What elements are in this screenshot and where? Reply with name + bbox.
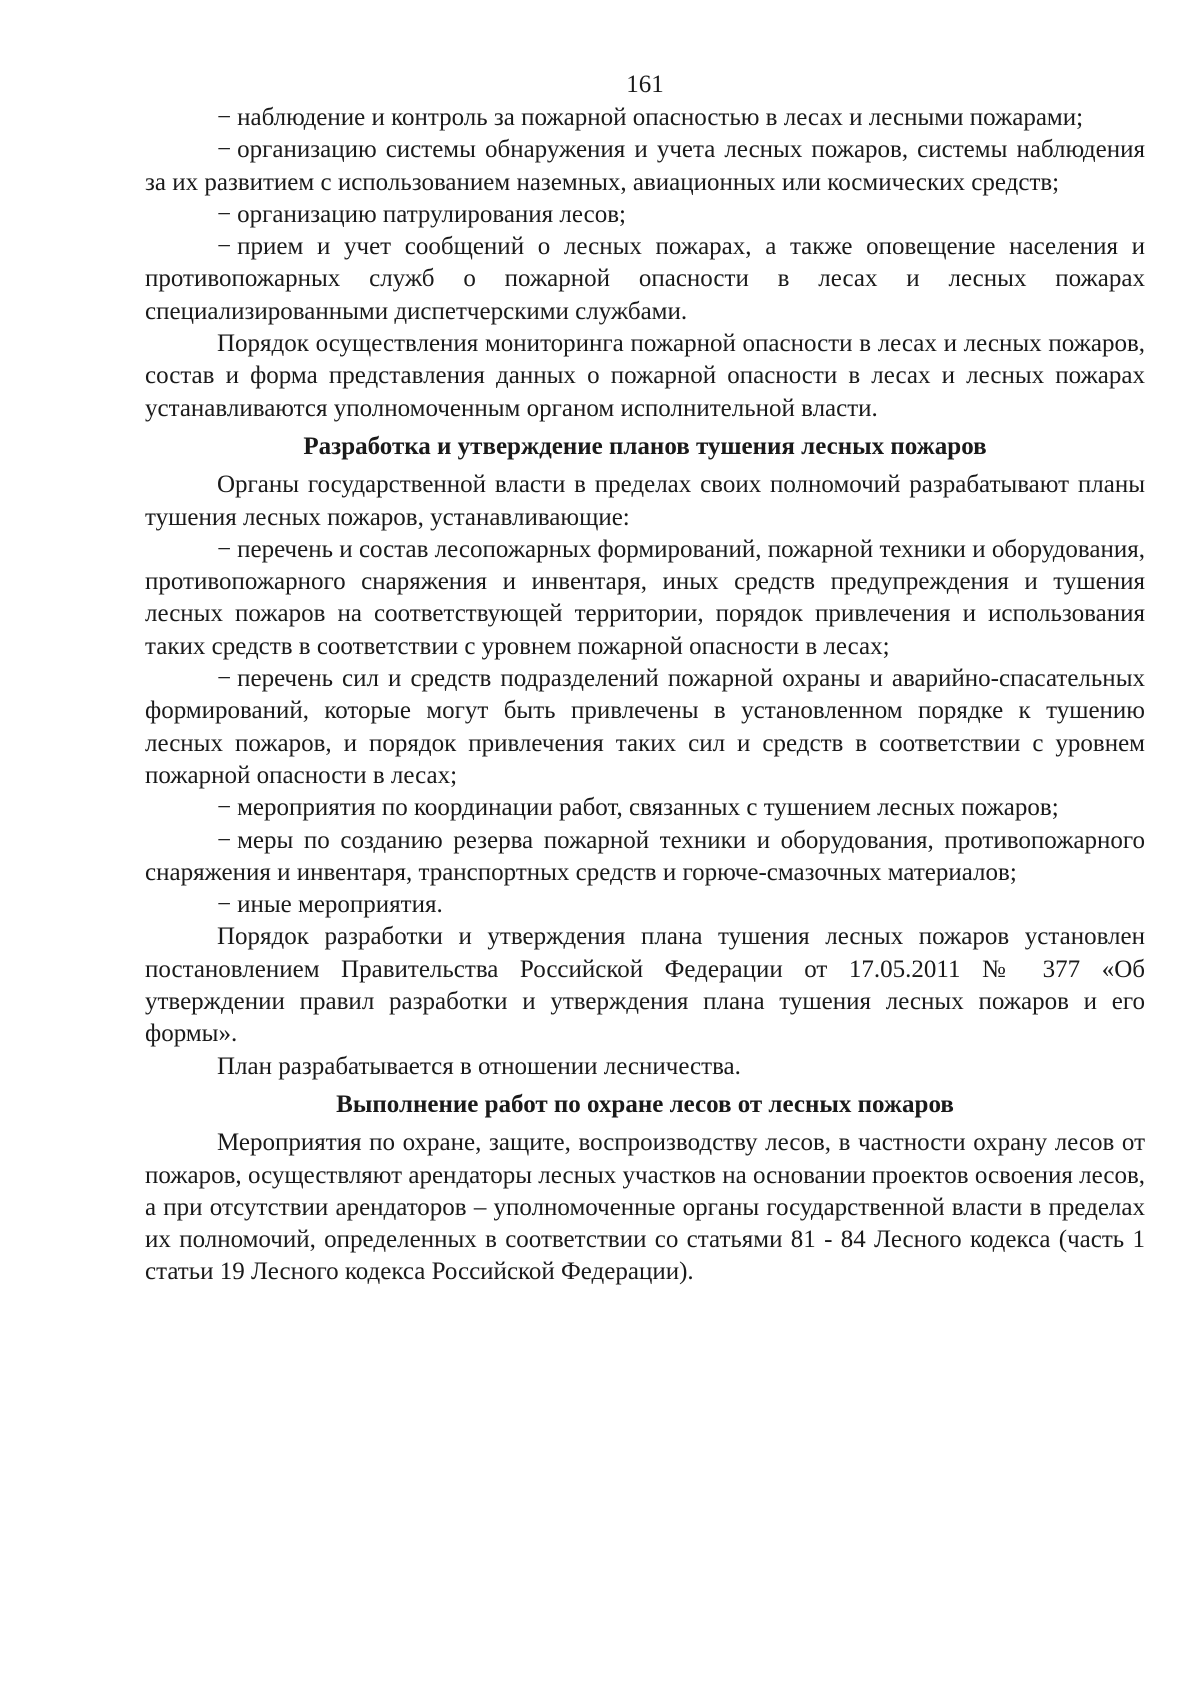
dash-marker: − — [217, 200, 232, 228]
dash-marker: − — [217, 233, 232, 261]
list-item-text: перечень и состав лесопожарных формирований, пожарной техники и оборудования, противопожарного снаряжения и инвентаря, иных средств предупреждения и тушения лесных пожаров на соответствующей территории, порядок привлечения и использования таких средств в соответствии с уровнем пожарной опасности в лесах; — [145, 535, 1145, 660]
list-item — [145, 231, 1145, 328]
dash-marker: − — [217, 535, 232, 563]
list-item-text: прием и учет сообщений о лесных пожарах, а также оповещение населения и противопожарных служб о пожарной опасности в лесах и лесных пожарах специализированными диспетчерскими службами. — [145, 233, 1145, 325]
list-item-text: организацию патрулирования лесов; — [237, 200, 626, 228]
document-page — [145, 70, 1145, 1289]
paragraph-monitoring-order: Порядок осуществления мониторинга пожарной опасности в лесах и лесных пожаров, состав и форма представления данных о пожарной опасности в лесах и лесных пожарах устанавливаются уполномоченным органом исполнительной власти. — [145, 330, 1145, 422]
dash-marker: − — [217, 104, 232, 131]
list-item — [145, 134, 1145, 199]
list-item-text: мероприятия по координации работ, связанных с тушением лесных пожаров; — [237, 794, 1059, 822]
dash-marker: − — [217, 891, 232, 919]
list-item — [145, 825, 1145, 890]
dash-marker: − — [217, 794, 232, 822]
list-item — [145, 663, 1145, 792]
section-heading-works: Выполнение работ по охране лесов от лесных пожаров — [336, 1090, 954, 1118]
list-item-text: перечень сил и средств подразделений пожарной охраны и аварийно-спасательных формирований, которые могут быть привлечены в установленном порядке к тушению лесных пожаров, и порядок привлечения таких сил и средств в соответствии с уровнем пожарной опасности в лесах; — [145, 665, 1145, 789]
list-item-text: организацию системы обнаружения и учета лесных пожаров, системы наблюдения за их развитием с использованием наземных, авиационных или космических средств; — [145, 136, 1145, 196]
paragraph-works: Мероприятия по охране, защите, воспроизводству лесов, в частности охрану лесов от пожаров, осуществляют арендаторы лесных участков на основании проектов освоения лесов, а при отсутствии арендаторов – уполномоченные органы государственной власти в пределах их полномочий, определенных в соответствии со статьями 81 - 84 Лесного кодекса (часть 1 статьи 19 Лесного кодекса Российской Федерации). — [145, 1129, 1145, 1286]
list-item — [145, 534, 1145, 663]
list-item-text: иные мероприятия. — [237, 891, 443, 919]
paragraph-plans-order: Порядок разработки и утверждения плана тушения лесных пожаров установлен постановлением Правительства Российской Федерации от 17.05.2011 № 377 «Об утверждении правил разработки и утверждения плана тушения лесных пожаров и его формы». — [145, 923, 1145, 1048]
dash-marker: − — [217, 826, 232, 854]
section-heading-plans: Разработка и утверждение планов тушения лесных пожаров — [303, 432, 987, 460]
dash-marker: − — [217, 136, 232, 164]
list-item — [145, 102, 1145, 134]
list-item-text: меры по созданию резерва пожарной техники и оборудования, противопожарного снаряжения и инвентаря, транспортных средств и горюче-смазочных материалов; — [145, 826, 1145, 886]
paragraph-plans-intro: Органы государственной власти в пределах своих полномочий разрабатывают планы тушения лесных пожаров, устанавливающие: — [145, 471, 1145, 531]
list-item — [145, 889, 1145, 921]
page-number: 161 — [626, 71, 664, 98]
list-item-text: наблюдение и контроль за пожарной опасностью в лесах и лесными пожарами; — [237, 104, 1084, 131]
list-item — [145, 792, 1145, 824]
dash-marker: − — [217, 665, 232, 693]
list-item — [145, 199, 1145, 231]
paragraph-plan-forestry: План разрабатывается в отношении лесничества. — [217, 1052, 741, 1080]
